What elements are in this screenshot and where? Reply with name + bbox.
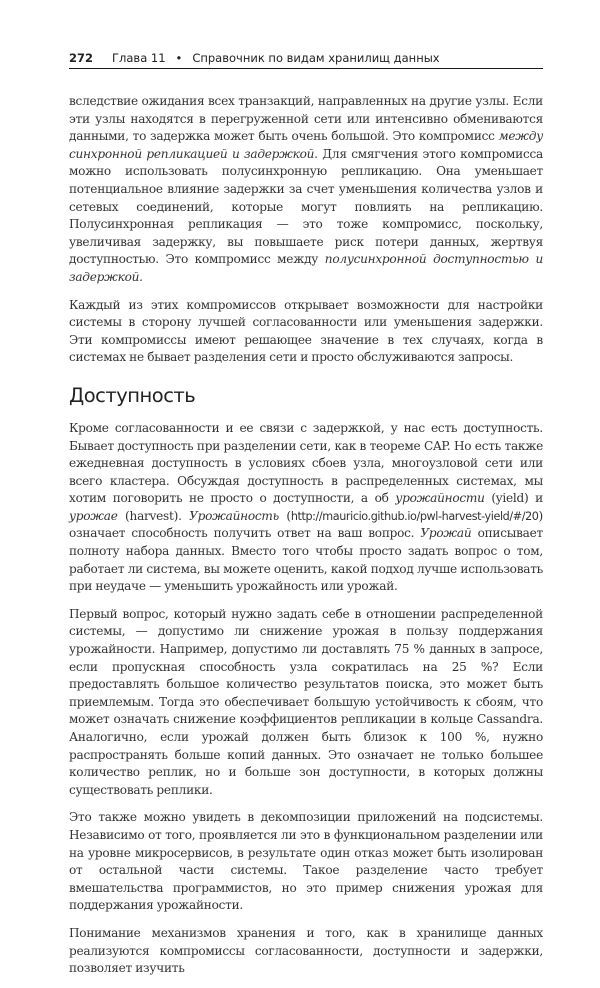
text-run: Кроме согласованности и ее связи с задержкой, у нас есть доступность. Бывает доступность при разделении сети, как в теореме CAP. Но есть также ежедневная доступность в условиях сбоев узла, многоузловой сети или всего кластера. Обсуждая доступность в распределенных системах, мы хотим поговорить не просто о доступности, а об xyxy=(69,420,543,506)
text-run: ) означает способность получить ответ на ваш вопрос. xyxy=(69,508,543,541)
url-link[interactable]: http://mauricio.github.io/pwl-harvest-yield/#/20 xyxy=(290,509,539,523)
body-text xyxy=(69,93,543,988)
text-run: Для смягчения этого компромисса можно использовать полусинхронную репликацию. Она уменьшает потенциальное влияние задержки за счет уменьшения количества узлов и сетевых соединений, которые могут повлиять на репликацию. Полусинхронная репликация — это тоже компромисс, поскольку, увеличивая задержку, вы повышаете риск потери данных, жертвуя доступностью. Это компромисс между xyxy=(69,146,543,267)
paragraph: Это также можно увидеть в декомпозиции приложений на подсистемы. Независимо от того, проявляется ли это в функциональном разделении или на уровне микросервисов, в результате один отказ может быть изолирован от остальной части системы. Такое разделение часто требует вмешательства программистов, но это пример снижения урожая для поддержания урожайности. xyxy=(69,810,543,913)
text-run: вследствие ожидания всех транзакций, направленных на другие узлы. Если эти узлы находятся в перегруженной сети или интенсивно обмениваются данными, то задержка может быть очень большой. Это компромисс xyxy=(69,94,543,144)
separator-bullet: • xyxy=(175,51,183,65)
chapter-title: Справочник по видам хранилищ данных xyxy=(192,51,440,65)
chapter-label: Глава 11 xyxy=(112,51,166,65)
paragraph: Каждый из этих компромиссов открывает возможности для настройки системы в сторону лучшей согласованности или уменьшения задержки. Эти компромиссы имеют решающее значение в тех случаях, когда в системах не бывает разделения сети и просто обслуживаются запросы. xyxy=(69,297,543,365)
text-run: ( xyxy=(278,508,291,523)
emphasis: урожайности xyxy=(395,491,485,506)
text-run: описывает полноту набора данных. Вместо того чтобы просто задать вопрос о том, работает ли система, вы можете оценить, какой подход лучше использовать при неудаче — уменьшить урожайность или урожай. xyxy=(69,526,543,594)
paragraph xyxy=(69,93,543,287)
emphasis: полусинхронной доступностью и задержкой. xyxy=(69,252,543,284)
paragraph: Первый вопрос, который нужно задать себе в отношении распределенной системы, — допустимо ли снижение урожая в пользу поддержания урожайности. Например, допустимо ли доставлять 75 % данных в запросе, если пропускная способность узла сократилась на 25 %? Если предоставлять большое количество результатов поиска, это может быть приемлемым. Тогда это обеспечивает большую устойчивость к сбоям, что может означать снижение коэффициентов репликации в кольце Cassandra. Аналогично, если урожай должен быть близок к 100 %, нужно распространять больше копий данных. Это означает не только большее количество реплик, но и больше зон доступности, в которых должны существовать реплики. xyxy=(69,606,543,797)
emphasis: между синхронной репликацией и задержкой. xyxy=(69,129,543,161)
paragraph xyxy=(69,420,543,596)
running-header xyxy=(69,48,543,69)
paragraph: Понимание механизмов хранения и того, как в хранилище данных реализуются компромиссы согласованности, доступности и задержки, позволяет изучить xyxy=(69,925,543,976)
text-run: (yield) и xyxy=(484,491,543,506)
section-heading: Доступность xyxy=(69,383,196,407)
text-run: (harvest). xyxy=(117,508,190,523)
emphasis: Урожайность xyxy=(189,508,279,523)
emphasis: урожае xyxy=(69,508,118,523)
page-number: 272 xyxy=(69,51,94,65)
emphasis: Урожай xyxy=(420,526,472,541)
